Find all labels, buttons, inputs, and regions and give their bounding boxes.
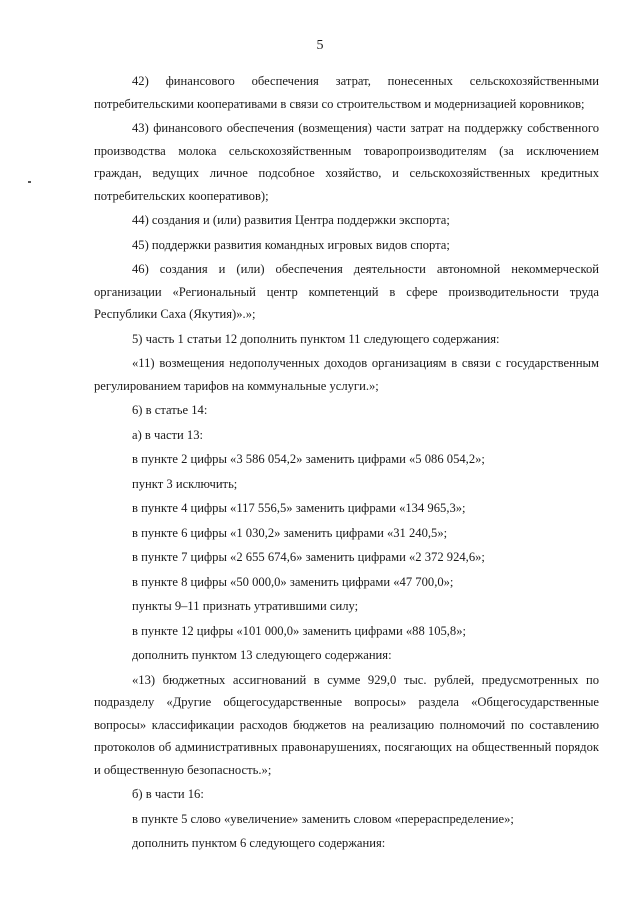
paragraph-item-42: 42) финансового обеспечения затрат, понесенных сельскохозяйственными потребительскими кооперативами в связи со строительством и модернизацией коровников;	[94, 74, 599, 111]
paragraph-point-4: в пункте 4 цифры «117 556,5» заменить цифрами «134 965,3»;	[132, 501, 466, 515]
scan-mark	[28, 181, 31, 183]
paragraph-points-9-11: пункты 9–11 признать утратившими силу;	[132, 599, 359, 613]
paragraph-point-8: в пункте 8 цифры «50 000,0» заменить цифрами «47 700,0»;	[132, 574, 454, 589]
paragraph-part-13: а) в части 13:	[132, 427, 204, 442]
paragraph-part-16: б) в части 16:	[132, 787, 204, 801]
paragraph-item-43: 43) финансового обеспечения (возмещения) части затрат на поддержку собственного производства молока сельскохозяйственным товаропроизводителям (за исключением граждан, ведущих личное подсобное хозяйство, и сельскохозяйственных кредитных потребительских кооперативов);	[94, 121, 599, 203]
paragraph-item-45: 45) поддержки развития командных игровых видов спорта;	[132, 237, 450, 252]
paragraph-amendment-6: 6) в статье 14:	[132, 403, 208, 417]
paragraph-point-6: в пункте 6 цифры «1 030,2» заменить цифрами «31 240,5»;	[132, 525, 448, 540]
paragraph-point-3: пункт 3 исключить;	[132, 476, 238, 491]
paragraph-point-7: в пункте 7 цифры «2 655 674,6» заменить цифрами «2 372 924,6»;	[132, 550, 485, 564]
paragraph-item-13: «13) бюджетных ассигнований в сумме 929,0 тыс. рублей, предусмотренных по подразделу «Другие общегосударственные вопросы» раздела «Общегосударственные вопросы» классификации расходов бюджетов на реализацию полномочий по составлению протоколов об административных правонарушениях, посягающих на общественный порядок и общественную безопасность.»;	[94, 672, 599, 777]
paragraph-point-2: в пункте 2 цифры «3 586 054,2» заменить цифрами «5 086 054,2»;	[132, 452, 485, 466]
paragraph-amendment-5: 5) часть 1 статьи 12 дополнить пунктом 11 следующего содержания:	[132, 331, 500, 346]
paragraph-item-44: 44) создания и (или) развития Центра поддержки экспорта;	[132, 213, 450, 227]
page-number: 5	[316, 38, 324, 53]
paragraph-point-5: в пункте 5 слово «увеличение» заменить словом «перераспределение»;	[132, 811, 514, 826]
paragraph-point-12: в пункте 12 цифры «101 000,0» заменить цифрами «88 105,8»;	[132, 623, 467, 638]
paragraph-add-point-13: дополнить пунктом 13 следующего содержания:	[132, 648, 392, 662]
document-body	[94, 70, 599, 857]
paragraph-item-11: «11) возмещения недополученных доходов организациям в связи с государственным регулированием тарифов на коммунальные услуги.»;	[94, 356, 599, 393]
paragraph-item-46: 46) создания и (или) обеспечения деятельности автономной некоммерческой организации «Региональный центр компетенций в сфере производительности труда Республики Саха (Якутия)».»;	[94, 262, 599, 321]
paragraph-add-point-6: дополнить пунктом 6 следующего содержания:	[132, 836, 386, 850]
